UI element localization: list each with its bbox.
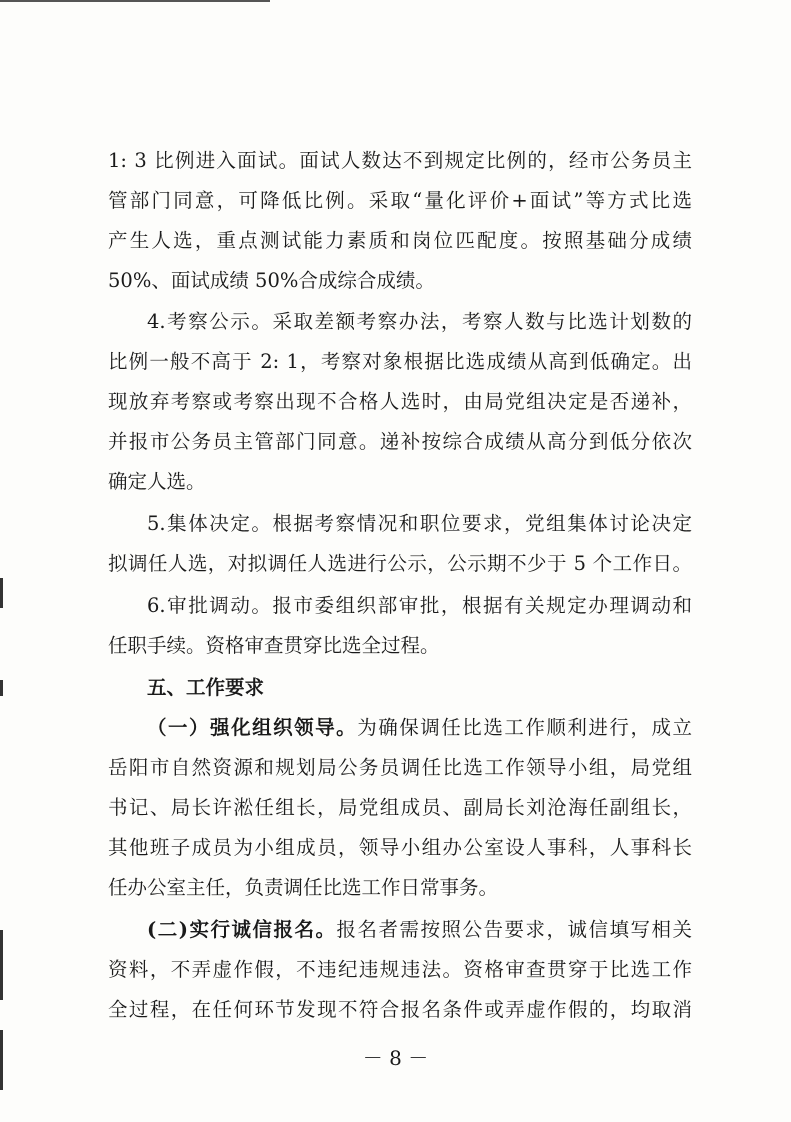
text-line xyxy=(147,910,692,950)
text-line: 书记、局长许淞任组长，局党组成员、副局长刘沧海任副组长， xyxy=(108,796,692,819)
text-span: 为确保调任比选工作顺利进行，成立 xyxy=(357,716,692,739)
subsection-lead: （一）强化组织领导。 xyxy=(147,716,358,739)
text-line: 50%、面试成绩 50%合成综合成绩。 xyxy=(108,269,435,292)
text-line: 其他班子成员为小组成员，领导小组办公室设人事科，人事科长 xyxy=(108,836,692,859)
text-line: 5.集体决定。根据考察情况和职位要求，党组集体讨论决定 xyxy=(147,512,692,535)
page-number: － 8 － xyxy=(362,1046,429,1070)
text-line: 6.审批调动。报市委组织部审批，根据有关规定办理调动和 xyxy=(147,594,692,617)
text-line: 产生人选，重点测试能力素质和岗位匹配度。按照基础分成绩 xyxy=(108,229,692,252)
text-line: 1: 3 比例进入面试。面试人数达不到规定比例的，经市公务员主 xyxy=(108,149,692,172)
text-line: 岳阳市自然资源和规划局公务员调任比选工作领导小组，局党组 xyxy=(108,756,692,779)
text-line: 任办公室主任，负责调任比选工作日常事务。 xyxy=(108,876,499,899)
subsection-lead: (二)实行诚信报名。 xyxy=(147,918,337,941)
text-line: 资料，不弄虚作假，不违纪违规违法。资格审查贯穿于比选工作 xyxy=(108,958,692,981)
text-line: 管部门同意，可降低比例。采取“量化评价+面试”等方式比选 xyxy=(108,189,692,212)
text-line: 比例一般不高于 2: 1，考察对象根据比选成绩从高到低确定。出 xyxy=(108,350,692,373)
text-span: 报名者需按照公告要求，诚信填写相关 xyxy=(336,918,692,941)
section-heading: 五、工作要求 xyxy=(147,676,265,699)
text-line: 现放弃考察或考察出现不合格人选时，由局党组决定是否递补， xyxy=(108,390,692,413)
top-border-rule xyxy=(0,0,270,2)
text-line: 4.考察公示。采取差额考察办法，考察人数与比选计划数的 xyxy=(147,310,692,333)
text-line: 任职手续。资格审查贯穿比选全过程。 xyxy=(108,634,440,657)
text-line xyxy=(147,708,692,748)
text-line: 确定人选。 xyxy=(108,470,206,493)
text-line: 全过程，在任何环节发现不符合报名条件或弄虚作假的，均取消 xyxy=(108,998,692,1021)
text-line: 并报市公务员主管部门同意。递补按综合成绩从高分到低分依次 xyxy=(108,430,692,453)
scan-edge-marks xyxy=(0,560,4,1120)
text-line: 拟调任人选，对拟调任人选进行公示，公示期不少于 5 个工作日。 xyxy=(108,552,692,575)
